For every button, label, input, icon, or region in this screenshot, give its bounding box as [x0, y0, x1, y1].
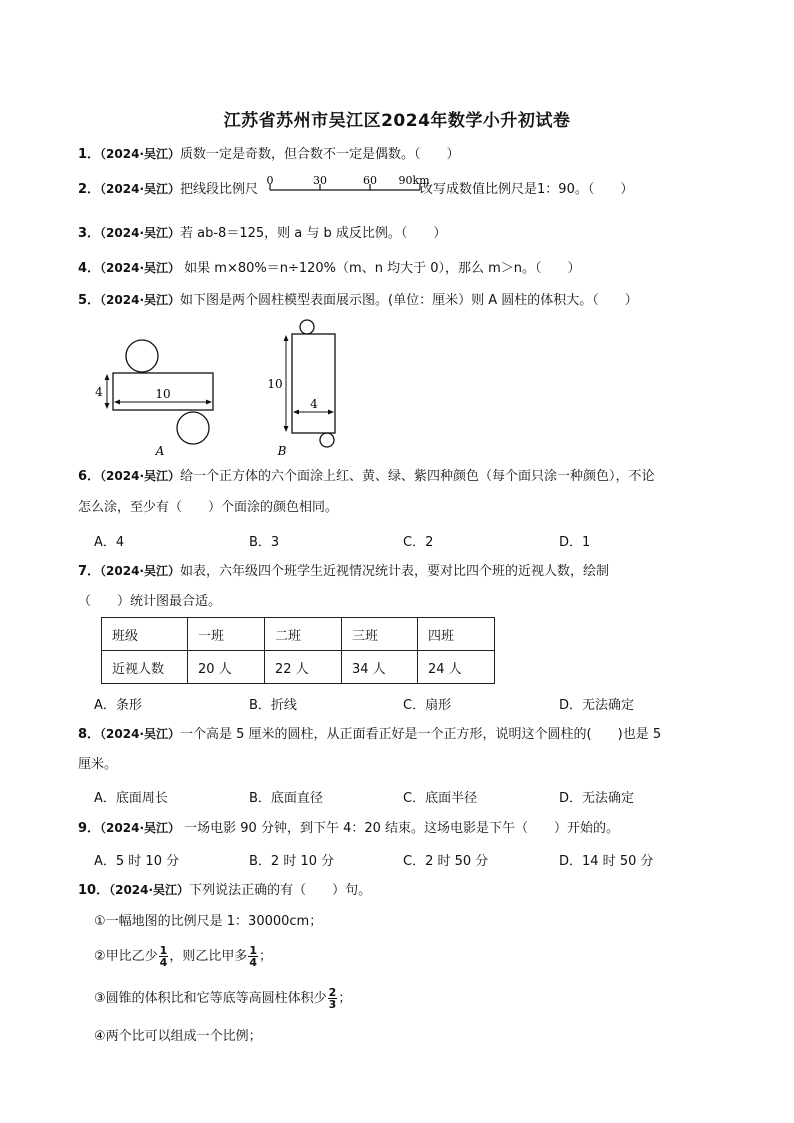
question-text: 若 ab-8＝125，则 a 与 b 成反比例。（ ） — [180, 226, 447, 241]
question-text: 如下图是两个圆柱模型表面展示图。(单位：厘米）则 A 圆柱的体积大。（ ） — [180, 293, 638, 308]
statement-text: ③圆锥的体积比和它等底等高圆柱体积少 — [94, 991, 327, 1006]
question-number: 4． — [78, 261, 101, 276]
cylinder-net-a — [90, 338, 220, 460]
scale-label: 90km — [398, 174, 430, 187]
question-text: 一个高是 5 厘米的圆柱，从正面看正好是一个正方形，说明这个圆柱的( )也是 5 — [180, 727, 662, 742]
question-text-line2: （ ）统计图最合适。 — [78, 594, 222, 609]
question-8 — [78, 725, 661, 744]
question-text: 如果 m×80%＝n÷120%（m、n 均大于 0），那么 m＞n。（ ） — [180, 261, 581, 276]
fraction: $\frac{1}{4}$ — [249, 944, 257, 969]
question-1 — [78, 145, 460, 164]
table-cell: 近视人数 — [102, 651, 188, 684]
question-number: 1． — [78, 147, 101, 162]
line-scale-figure — [262, 174, 432, 198]
table-cell: 22 人 — [265, 651, 342, 684]
page-title: 江苏省苏州市吴江区2024年数学小升初试卷 — [223, 111, 571, 131]
table-cell: 20 人 — [188, 651, 265, 684]
dimension-label: 4 — [310, 397, 318, 411]
option-d: D．14 时 50 分 — [559, 854, 654, 869]
table-header: 班级 — [102, 618, 188, 651]
statement-4: ④两个比可以组成一个比例； — [94, 1029, 262, 1044]
statement-text: ； — [258, 949, 272, 964]
option-b: B．折线 — [249, 698, 297, 713]
table-header: 二班 — [265, 618, 342, 651]
table-header-row — [102, 618, 495, 651]
question-6 — [78, 467, 655, 486]
question-text: 给一个正方体的六个面涂上红、黄、绿、紫四种颜色（每个面只涂一种颜色），不论 — [180, 469, 655, 484]
question-number: 10． — [78, 883, 110, 898]
scale-label: 60 — [363, 174, 377, 187]
option-a: A．5 时 10 分 — [94, 854, 180, 869]
question-text: 一场电影 90 分钟，到下午 4：20 结束。这场电影是下午（ ）开始的。 — [180, 821, 620, 836]
option-a: A．底面周长 — [94, 791, 168, 806]
question-source: （2024·吴江） — [100, 469, 181, 483]
table-cell: 34 人 — [342, 651, 418, 684]
table-cell: 24 人 — [418, 651, 495, 684]
figure-caption: B — [277, 444, 287, 458]
question-source: （2024·吴江） — [100, 821, 181, 835]
question-source: （2024·吴江） — [100, 727, 181, 741]
question-text-pre: 把线段比例尺 — [180, 182, 259, 197]
option-d: D．无法确定 — [559, 791, 635, 806]
statement-text: ②甲比乙少 — [94, 949, 158, 964]
statement-1: ①一幅地图的比例尺是 1：30000cm； — [94, 914, 323, 929]
option-d: D．无法确定 — [559, 698, 635, 713]
table-header: 三班 — [342, 618, 418, 651]
option-a: A．条形 — [94, 698, 142, 713]
scale-label: 0 — [266, 174, 274, 187]
statement-2 — [94, 943, 272, 971]
table-header: 四班 — [418, 618, 495, 651]
option-b: B．2 时 10 分 — [249, 854, 335, 869]
bottom-circle — [320, 433, 334, 447]
question-number: 8． — [78, 727, 101, 742]
question-text-line2: 厘米。 — [78, 757, 118, 772]
question-7 — [78, 562, 609, 581]
question-source: （2024·吴江） — [100, 182, 181, 196]
question-source: （2024·吴江） — [109, 883, 190, 897]
fraction: $\frac{2}{3}$ — [328, 986, 337, 1011]
question-10 — [78, 881, 371, 900]
question-text: 质数一定是奇数，但合数不一定是偶数。（ ） — [180, 147, 460, 162]
question-5 — [78, 291, 638, 310]
dimension-label: 10 — [267, 377, 283, 391]
question-text: 下列说法正确的有（ ）句。 — [189, 883, 372, 898]
option-d: D．1 — [559, 535, 591, 550]
stats-table — [101, 617, 495, 684]
dimension-label: 4 — [95, 385, 103, 399]
option-b: B．底面直径 — [249, 791, 323, 806]
question-text-post: 改写成数值比例尺是1：90。（ ） — [420, 182, 634, 197]
question-text-line2: 怎么涂，至少有（ ）个面涂的颜色相同。 — [78, 500, 339, 515]
question-number: 5． — [78, 293, 101, 308]
table-row — [102, 651, 495, 684]
question-text: 如表，六年级四个班学生近视情况统计表，要对比四个班的近视人数，绘制 — [180, 564, 610, 579]
question-source: （2024·吴江） — [100, 147, 181, 161]
cylinder-net-b — [262, 318, 342, 460]
bottom-circle — [177, 412, 209, 444]
question-number: 2． — [78, 182, 101, 197]
question-number: 9． — [78, 821, 101, 836]
question-source: （2024·吴江） — [100, 226, 181, 240]
option-c: C．底面半径 — [403, 791, 478, 806]
side-rectangle — [292, 334, 335, 433]
option-c: C．2 — [403, 535, 434, 550]
question-source: （2024·吴江） — [100, 293, 181, 307]
question-number: 6． — [78, 469, 101, 484]
statement-3 — [94, 985, 351, 1013]
question-3 — [78, 224, 446, 243]
top-circle — [300, 320, 314, 334]
table-header: 一班 — [188, 618, 265, 651]
option-c: C．扇形 — [403, 698, 452, 713]
fraction: $\frac{1}{4}$ — [159, 944, 168, 969]
figure-caption: A — [155, 444, 165, 458]
question-source: （2024·吴江） — [100, 564, 181, 578]
option-a: A．4 — [94, 535, 125, 550]
top-circle — [126, 340, 158, 372]
option-b: B．3 — [249, 535, 280, 550]
question-source: （2024·吴江） — [100, 261, 181, 275]
statement-text: ，则乙比甲多 — [169, 949, 248, 964]
dimension-label: 10 — [155, 387, 171, 401]
question-number: 7． — [78, 564, 101, 579]
question-4 — [78, 259, 581, 278]
option-c: C．2 时 50 分 — [403, 854, 489, 869]
question-number: 3． — [78, 226, 101, 241]
question-9 — [78, 819, 619, 838]
scale-label: 30 — [313, 174, 327, 187]
statement-text: ； — [338, 991, 352, 1006]
